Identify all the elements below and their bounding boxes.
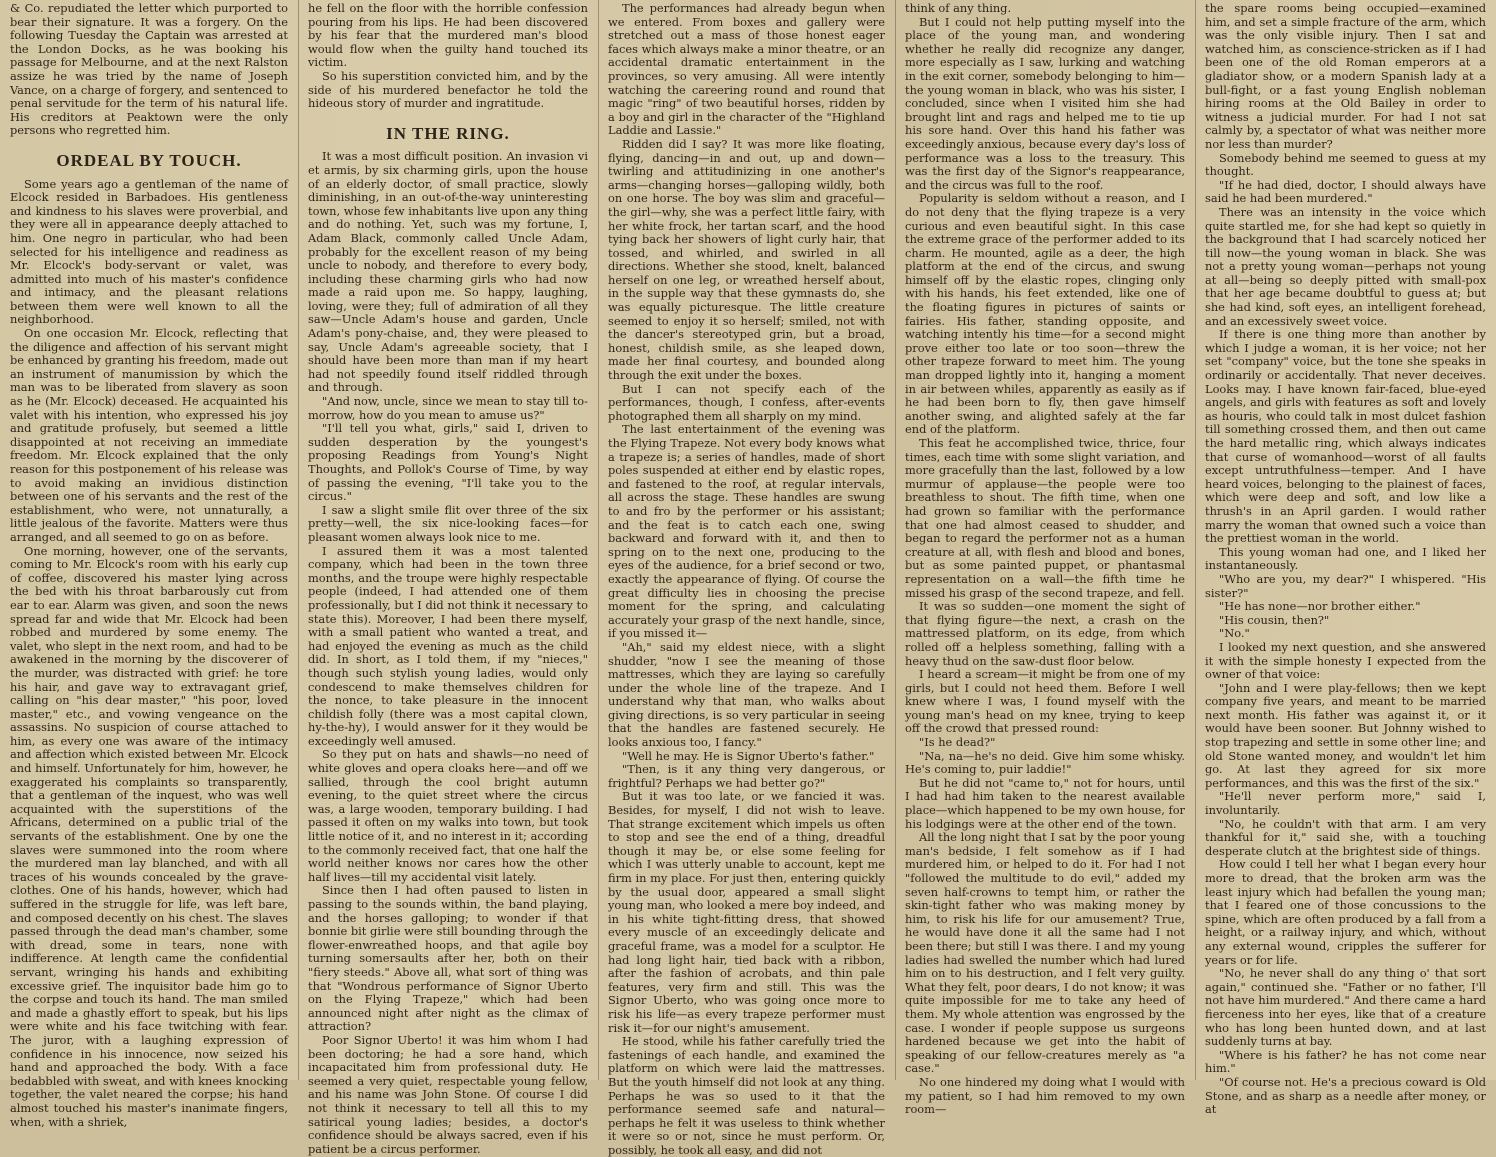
paragraph: But I could not help putting myself into the place of the young man, and wondering whether he really did recognize any danger, more especially as I saw, lurking and watching in the exit corner, somebody belonging to him—the young woman in black, who was his sister, I concluded, since when I visited him she had brought lint and rags and helped me to tie up his sore hand. Over this hand his father was exceedingly anxious, because every day's loss of performance was a loss to the treasury. This was the first day of the Signor's reappearance, and the circus was full to the roof.: [905, 14, 1185, 192]
paragraph: Ridden did I say? It was more like floating, flying, dancing—in and out, up and down—twirling and attitudinizing in one another's arms—changing horses—galloping wildly, both on one horse. The boy was slim and graceful—the girl—why, she was a perfect little fairy, with her white frock, her tartan scarf, and the hood tying back her showers of light curly hair, that tossed, and whirled, and swirled in all directions. Whether she stood, knelt, balanced herself on one leg, or wreathed herself about, in the supple way that these gymnasts do, she was equally picturesque. The little creature seemed to enjoy it so herself; smiled, not with the dancer's stereotyped grin, but a broad, honest, childish smile, as she leaped down, made her final courtesy, and bounded along through the exit under the boxes.: [608, 136, 885, 383]
paragraph: All the long night that I sat by the poor young man's bedside, I felt somehow as if I had murdered him, or helped to do it. For had I not "followed the multitude to do evil," added my seven half-crowns to tempt him, or rather the skin-tight father who was making money by him, to risk his life for our amusement? True, he would have done it all the same had I not been there; but still I was there. I and my young ladies had swelled the number which had lured him on to his destruction, and I felt very guilty. What they felt, poor dears, I do not know; it was quite impossible for me to take any heed of them. My whole attention was engrossed by the case. I wonder if people suppose us surgeons hardened because we get into the habit of speaking of our fellow-creatures merely as "a case.": [905, 830, 1185, 1076]
column-3: [598, 0, 895, 1157]
paragraph: he fell on the floor with the horrible confession pouring from his lips. He had been discovered by his fear that the murdered man's blood would flow when the guilty hand touched its victim.: [308, 1, 588, 70]
paragraph: So they put on hats and shawls—no need of white gloves and opera cloaks here—and off we sallied, through the cool bright autumn evening, to the quiet street where the circus was, a large wooden, temporary building. I had passed it often on my walks into town, but took little notice of it, and no interest in it; according to the commonly received fact, that one half the world neither knows nor cares how the other half lives—till my accidental visit lately.: [308, 747, 588, 884]
article-heading-in-the-ring: IN THE RING.: [386, 123, 510, 143]
paragraph: This feat he accomplished twice, thrice, four times, each time with some slight variation, and more gracefully than the last, followed by a low murmur of applause—the people were too breathless to shout. The fifth time, when one had grown so familiar with the performance that one had almost ceased to shudder, and began to regard the performer not as a human creature at all, with flesh and blood and bones, but as some painted puppet, or phantasmal representation on a wall—the fifth time he missed his grasp of the second trapeze, and fell.: [905, 436, 1185, 600]
paragraph: "Ah," said my eldest niece, with a slight shudder, "now I see the meaning of those mattresses, which they are laying so carefully under the whole line of the trapeze. And I understand why that man, who walks about giving directions, is so very particular in seeing that the handles are fastened securely. He looks anxious too, I fancy.": [608, 639, 885, 750]
paragraph: "No.": [1219, 626, 1250, 641]
paragraph: "He has none—nor brother either.": [1219, 599, 1421, 614]
paragraph: "Is he dead?": [919, 735, 996, 750]
column-2: [298, 0, 598, 1156]
paragraph: "I'll tell you what, girls," said I, driven to sudden desperation by the youngest's proposing Readings from Young's Night Thoughts, and Pollok's Course of Time, by way of passing the evening, "I'll take you to the circus.": [308, 421, 588, 504]
paragraph: Some years ago a gentleman of the name of Elcock resided in Barbadoes. His gentleness and kindness to his slaves were proverbial, and they were all in appearance deeply attached to him. One negro in particular, who had been selected for his intelligence and readiness as Mr. Elcock's body-servant or valet, was admitted into much of his master's confidence and intimacy, and the pleasant relations between them were well known to all the neighborhood.: [10, 176, 288, 327]
paragraph: I looked my next question, and she answered it with the simple honesty I expected from the owner of that voice:: [1205, 639, 1486, 682]
paragraph: But it was too late, or we fancied it was. Besides, for myself, I did not wish to leave. That strange excitement which impels us often to stop and see the end of a thing, dreadful though it may be, or else some feeling for which I was utterly unable to account, kept me firm in my place. For just then, entering quickly by the usual door, appeared a small slight young man, who looked a mere boy indeed, and in his white tight-fitting dress, that showed every muscle of an exceedingly delicate and graceful frame, was a model for a sculptor. He had long light hair, tied back with a ribbon, after the fashion of acrobats, and thin pale features, very firm and still. This was the Signor Uberto, who was going once more to risk his life—as every trapeze performer must risk it—for our night's amusement.: [608, 789, 885, 1035]
paragraph: On one occasion Mr. Elcock, reflecting that the diligence and affection of his servant might be enhanced by granting his freedom, made out an instrument of manumission by which the man was to be liberated from slavery as soon as he (Mr. Elcock) deceased. He acquainted his valet with his intention, who expressed his joy and gratitude profusely, but seemed a little disappointed at not receiving an immediate freedom. Mr. Elcock explained that the only reason for this postponement of his release was to avoid making an invidious distinction between one of his servants and the rest of the establishment, who were, not unnaturally, a little jealous of the favorite. Matters were thus arranged, and all seemed to go on as before.: [10, 326, 288, 544]
paragraph: "Where is his father? he has not come near him.": [1205, 1047, 1486, 1076]
paragraph: This young woman had one, and I liked her instantaneously.: [1205, 544, 1486, 573]
paragraph: Poor Signor Uberto! it was him whom I had been doctoring; he had a sore hand, which incapacitated him from professional duty. He seemed a very quiet, respectable young fellow, and his name was John Stone. Of course I did not think it necessary to tell all this to my satirical young ladies; besides, a doctor's confidence should be always sacred, even if his patient be a circus performer.: [308, 1032, 588, 1156]
paragraph: "If he had died, doctor, I should always have said he had been murdered.": [1205, 177, 1486, 206]
column-5: [1195, 0, 1496, 1117]
paragraph: "No, he couldn't with that arm. I am very thankful for it," said she, with a touching desperate clutch at the brightest side of things.: [1205, 816, 1486, 858]
paragraph: If there is one thing more than another by which I judge a woman, it is her voice; not her set "company" voice, but the tone she speaks in ordinarily or accidentally. That never deceives. Looks may. I have known fair-faced, blue-eyed angels, and girls with features as soft and lovely as houris, who could talk in most dulcet fashion till something crossed them, and then out came the hard metallic ring, which always indicates that curse of womanhood—worst of all faults except untruthfulness—temper. And I have heard voices, belonging to the plainest of faces, which were deep and soft, and low like a thrush's in an April garden. I would rather marry the woman that owned such a voice than the prettiest woman in the world.: [1205, 327, 1486, 546]
paragraph: It was so sudden—one moment the sight of that flying figure—the next, a crash on the mattressed platform, on its edge, from which rolled off a helpless something, falling with a heavy thud on the saw-dust floor below.: [905, 599, 1185, 668]
paragraph: I heard a scream—it might be from one of my girls, but I could not heed them. Before I well knew where I was, I found myself with the young man's head on my knee, trying to keep off the crowd that pressed round:: [905, 667, 1185, 736]
paragraph: Somebody behind me seemed to guess at my thought.: [1205, 150, 1486, 179]
paragraph: So his superstition convicted him, and by the side of his murdered benefactor he told the hideous story of murder and ingratitude.: [308, 68, 588, 111]
paragraph: I saw a slight smile flit over three of the six pretty—well, the six nice-looking faces—for pleasant women always look nice to me.: [308, 502, 588, 544]
paragraph: "His cousin, then?": [1219, 612, 1330, 627]
paragraph: "Na, na—he's no deid. Give him some whisky. He's coming to, puir laddie!": [905, 748, 1185, 777]
paragraph: the spare rooms being occupied—examined him, and set a simple fracture of the arm, which was the only visible injury. Then I sat and watched him, as conscience-stricken as if I had been one of the old Roman emperors at a gladiator show, or a modern Spanish lady at a bull-fight, or a fast young English nobleman hiring rooms at the Old Bailey in order to witness a judicial murder. For had I not sat calmly by, a spectator of what was neither more nor less than murder?: [1205, 1, 1486, 151]
paragraph: One morning, however, one of the servants, coming to Mr. Elcock's room with his early cup of coffee, discovered his master lying across the bed with his throat barbarously cut from ear to ear. Alarm was given, and soon the news spread far and wide that Mr. Elcock had been robbed and murdered by some enemy. The valet, who slept in the next room, and had to be awakened in the morning by the discoverer of the murder, was distracted with grief: he tore his hair, and gave way to extravagant grief, calling on "his dear master," "his poor, loved master," etc., and vowing vengeance on the assassins. No suspicion of course attached to him, as every one was aware of the intimacy and affection which existed between Mr. Elcock and himself. Unfortunately for him, however, he exaggerated his complaints so transparently, that a gentleman of the inquest, who was well acquainted with the superstitions of the Africans, determined on a public trial of the servants of the establishment. One by one the slaves were summoned into the room where the murdered man lay blanched, and with all traces of his wounds concealed by the grave-clothes. One of his hands, however, which had suffered in the struggle for life, was left bare, and composed decently on his chest. The slaves passed through the dead man's chamber, some with dread, some in tears, none with indifference. At length came the confidential servant, wringing his hands and exhibiting excessive grief. The inquisitor bade him go to the corpse and touch its hand. The man smiled and made a ghastly effort to speak, but his lips were white and his face twitching with fear. The juror, with a laughing expression of confidence in his innocence, now seized his hand and approached the body. With a face bedabbled with sweat, and with knees knocking together, the valet neared the corpse; his hand almost touched his master's inanimate fingers, when, with a shriek,: [10, 543, 288, 1129]
paragraph: The performances had already begun when we entered. From boxes and gallery were stretched out a mass of those honest eager faces which always make a minor theatre, or an accidental dramatic entertainment in the provinces, so very amusing. All were intently watching the careering round and round that magic "ring" of two beautiful horses, ridden by a boy and girl in the character of the "Highland Laddie and Lassie.": [608, 1, 886, 138]
paragraph: It was a most difficult position. An invasion vi et armis, by six charming girls, upon the house of an elderly doctor, of small practice, slowly diminishing, in an out-of-the-way uninteresting town, whose few inhabitants live upon any thing and do nothing. Yet, such was my fortune, I, Adam Black, commonly called Uncle Adam, probably for the excellent reason of my being uncle to nobody, and therefore to every body, including these charming girls who had now made a raid upon me. So happy, laughing, loving, were they; full of admiration of all they saw—Uncle Adam's house and garden, Uncle Adam's pony-chaise, and, they were pleased to say, Uncle Adam's agreeable society, that I should have been more than man if my heart had not speedily found itself riddled through and through.: [308, 149, 588, 395]
paragraph: & Co. repudiated the letter which purported to bear their signature. It was a forgery. On the following Tuesday the Captain was arrested at the London Docks, as he was booking his passage for Melbourne, and at the next Ralston assize he was tried by the name of Joseph Vance, on a charge of forgery, and sentenced to penal servitude for the term of his natural life. His creditors at Peaktown were the only persons who regretted him.: [10, 1, 288, 138]
paragraph: He stood, while his father carefully tried the fastenings of each handle, and examined the platform on which were laid the mattresses. But the youth himself did not look at any thing. Perhaps he was so used to it that the performance seemed safe and natural—perhaps he felt it was useless to think whether it were so or not, since he must perform. Or, possibly, he took all easy, and did not: [608, 1034, 885, 1157]
paragraph: But he did not "came to," not for hours, until I had had him taken to the nearest available place—which happened to be my own house, for his lodgings were at the other end of the town.: [905, 775, 1185, 831]
paragraph: "No, he never shall do any thing o' that sort again," continued she. "Father or no father, I'll not have him murdered." And there came a hard fierceness into her eyes, like that of a creature who has long been hunted down, and at last suddenly turns at bay.: [1205, 966, 1486, 1049]
column-4: [895, 0, 1195, 1117]
paragraph: There was an intensity in the voice which quite startled me, for she had kept so quietly in the background that I had scarcely noticed her till now—the young woman in black. She was not a pretty young woman—perhaps not young at all—being so deeply pitted with small-pox that her age became doubtful to guess at; but she had kind, soft eyes, an intelligent forehead, and an excessively sweet voice.: [1205, 204, 1486, 328]
paragraph: But I can not specify each of the performances, though, I confess, after-events photographed them all sharply on my mind.: [608, 381, 885, 423]
article-heading-ordeal-by-touch: ORDEAL BY TOUCH.: [56, 150, 242, 170]
paragraph: "Of course not. He's a precious coward is Old Stone, and as sharp as a needle after money, or at: [1205, 1074, 1486, 1117]
column-1: [0, 0, 298, 1129]
paragraph: I assured them it was a most talented company, which had been in the town three months, and the troupe were highly respectable people (indeed, I had attended one of them professionally, but I did not think it necessary to state this). Moreover, I had been there myself, with a small patient who wanted a treat, and had enjoyed the evening as much as the child did. In short, as I told them, if my "nieces," though such stylish young ladies, would only condescend to make themselves children for the nonce, to take pleasure in the innocent childish folly (there was a most capital clown, hy-the-hy), I would answer for it they would be exceedingly well amused.: [308, 543, 588, 748]
paragraph: "John and I were play-fellows; then we kept company five years, and meant to be married next month. His father was against it, or it would have been sooner. But Johnny wished to stop trapezing and settle in some other line; and old Stone wanted money, and wouldn't let him go. At last they agreed for six more performances, and this was the first of the six.": [1205, 680, 1487, 790]
paragraph: "Well he may. He is Signor Uberto's father.": [622, 748, 875, 763]
paragraph: "And now, uncle, since we mean to stay till to-morrow, how do you mean to amuse us?": [308, 394, 588, 422]
paragraph: The last entertainment of the evening was the Flying Trapeze. Not every body knows what a trapeze is; a series of handles, made of short poles suspended at either end by elastic ropes, and fastened to the roof, at regular intervals, all across the stage. These handles are swung to and fro by the performer or his assistant; and the feat is to catch each one, swing backward and forward with it, and then to spring on to the next one, producing to the eyes of the audience, for a brief second or two, exactly the appearance of flying. Of course the great difficulty lies in choosing the precise moment for the spring, and calculating accurately your grasp of the next handle, since, if you missed it—: [608, 422, 885, 641]
paragraph: Popularity is seldom without a reason, and I do not deny that the flying trapeze is a very curious and even beautiful sight. In this case the extreme grace of the performer added to its charm. He mounted, agile as a deer, the high platform at the end of the circus, and swung himself off by the elastic ropes, clinging only with his hands, his feet extended, like one of the floating figures in pictures of saints or fairies. His father, standing opposite, and watching intently his time—for a second might prove either too late or too soon—threw the other trapeze forward to meet him. The young man dropped lightly into it, hanging a moment in air between whiles, apparently as easily as if he had been born to fly, then gave himself another swing, and alighted safely at the far end of the platform.: [905, 191, 1185, 437]
paragraph: "Then, is it any thing very dangerous, or frightful? Perhaps we had better go?": [608, 762, 885, 790]
paragraph: No one hindered my doing what I would with my patient, so I had him removed to my own room—: [905, 1074, 1185, 1117]
paragraph: think of any thing.: [905, 1, 1012, 15]
paragraph: "Who are you, my dear?" I whispered. "His sister?": [1205, 571, 1486, 600]
paragraph: "He'll never perform more," said I, involuntarily.: [1205, 789, 1486, 818]
paragraph: How could I tell her what I began every hour more to dread, that the broken arm was the least injury which had befallen the young man; that I feared one of those concussions to the spine, which are often produced by a fall from a height, or a railway injury, and which, without any external wound, cripples the sufferer for years or for life.: [1205, 857, 1486, 967]
paragraph: Since then I had often paused to listen in passing to the sounds within, the band playing, and the horses galloping; to wonder if that bonnie bit girlie were still bounding through the flower-enwreathed hoops, and that agile boy turning somersaults after her, both on their "fiery steeds." Above all, what sort of thing was that "Wondrous performance of Signor Uberto on the Flying Trapeze," which had been announced night after night as the climax of attraction?: [308, 883, 588, 1034]
